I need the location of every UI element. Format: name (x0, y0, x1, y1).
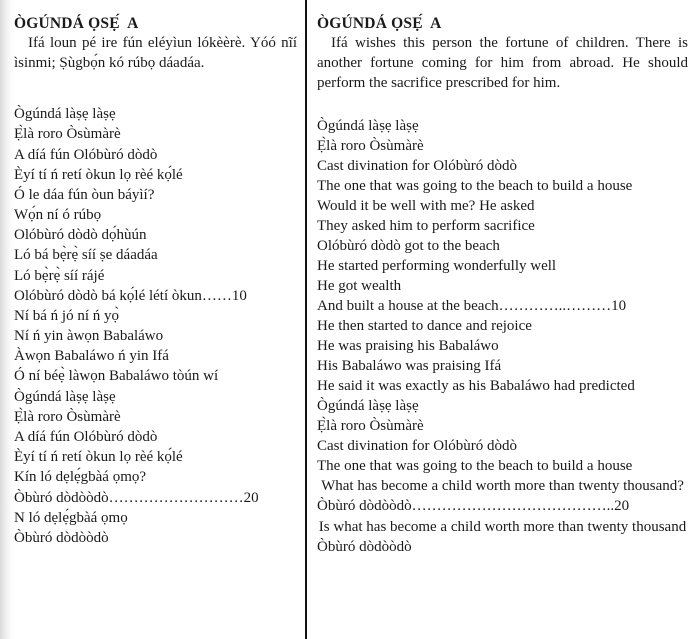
verse-line: Ògúndá làṣẹ làṣẹ (317, 398, 419, 415)
verse-line: Ló bẹ̀rẹ̀ síí rájé (14, 267, 105, 284)
verse-line: A díá fún Olóbùró dòdò (14, 146, 158, 163)
verse-line: Kín ló dẹlẹ́gbàá ọmọ? (14, 469, 147, 486)
verse-line: He got wealth (317, 278, 402, 295)
verse-line: Ẹ̀là roro Òsùmàrè (14, 126, 121, 143)
verse-line: They asked him to perform sacrifice (317, 218, 535, 235)
left-column-heading: ÒGÚNDÁ ỌSẸ́ A (14, 15, 139, 32)
verse-line: A díá fún Olóbùró dòdò (14, 429, 158, 445)
verse-line: He then started to dance and rejoice (317, 318, 532, 335)
verse-line: Cast divination for Olóbùró dòdò (317, 438, 517, 455)
verse-line: Would it be well with me? He asked (317, 198, 535, 215)
left-column-intro-paragraph: Ifá loun pé ire fún eléyìun lókèèrè. Yóó nĩí ìsinmi; Ṣùgbọ́n kó rúbọ dáadáa. (14, 35, 297, 72)
right-column-intro-paragraph: Ifá wishes this person the fortune of children. There is another fortune coming for him from abroad. He should perform the sacrifice prescribed for him. (317, 35, 688, 92)
right-column-verse-list (317, 116, 688, 556)
verse-line: Èyí tí ń retí òkun lọ rèé kọ́lé (14, 449, 183, 466)
right-column-heading: ÒGÚNDÁ ỌSẸ́ A (317, 15, 442, 32)
verse-line: Cast divination for Olóbùró dòdò (317, 158, 517, 175)
verse-line: And built a house at the beach…………..………10 (317, 298, 627, 315)
verse-line: The one that was going to the beach to build a house (317, 458, 633, 475)
verse-line: Ló bá bẹ̀rẹ̀ síí ṣe dáadáa (14, 247, 158, 264)
verse-line: Olóbùró dòdò dọ́hùún (14, 227, 147, 244)
verse-line: What has become a child worth more than twenty thousand? (321, 478, 684, 495)
verse-line: Ní ń yin àwọn Babaláwo (14, 328, 164, 345)
verse-line: He started performing wonderfully well (317, 258, 557, 275)
verse-line: His Babaláwo was praising Ifá (317, 358, 502, 375)
verse-line: Olóbùró dòdò got to the beach (317, 238, 500, 255)
left-column-verse-list (14, 104, 297, 548)
verse-line: Olóbùró dòdò bá kọ́lé létí òkun……10 (14, 287, 247, 304)
verse-line: Ògúndá làṣẹ làṣẹ (317, 118, 419, 135)
verse-line: Ẹ̀là roro Òsùmàrè (14, 408, 121, 425)
verse-line: Is what has become a child worth more than twenty thousand (318, 518, 687, 535)
verse-line: Ẹ̀là roro Òsùmàrè (317, 418, 424, 435)
verse-line: Àwọn Babaláwo ń yin Ifá (14, 348, 169, 365)
verse-line: Òbùró dòdòòdò………………………20 (14, 489, 259, 506)
verse-line: Èyí tí ń retí òkun lọ rèé kọ́lé (14, 166, 183, 183)
verse-line: Ògúndá làṣẹ làṣẹ (14, 106, 116, 123)
verse-line: Òbùró dòdòòdò…………………………………..20 (317, 498, 630, 515)
verse-line: The one that was going to the beach to build a house (317, 178, 633, 195)
verse-line: Ògúndá làṣẹ làṣẹ (14, 388, 116, 405)
right-column-english (307, 0, 694, 557)
verse-line: He said it was exactly as his Babaláwo had predicted (317, 378, 635, 395)
verse-line: Ní bá ń jó ní ń yọ̀ (14, 307, 119, 324)
verse-line: N ló dẹlẹ́gbàá ọmọ (14, 509, 128, 526)
verse-line: Ó ní béẹ̀ làwọn Babaláwo tòún wí (14, 368, 219, 385)
verse-line: Òbùró dòdòòdò (317, 538, 412, 555)
verse-line: Wọ́n ní ó rúbọ (14, 207, 102, 224)
verse-line: He was praising his Babaláwo (317, 338, 499, 355)
verse-line: Òbùró dòdòòdò (14, 529, 109, 546)
verse-line: Ó le dáa fún òun báyìí? (14, 186, 155, 203)
left-column-yoruba (0, 0, 305, 548)
verse-line: Ẹ̀là roro Òsùmàrè (317, 138, 424, 155)
